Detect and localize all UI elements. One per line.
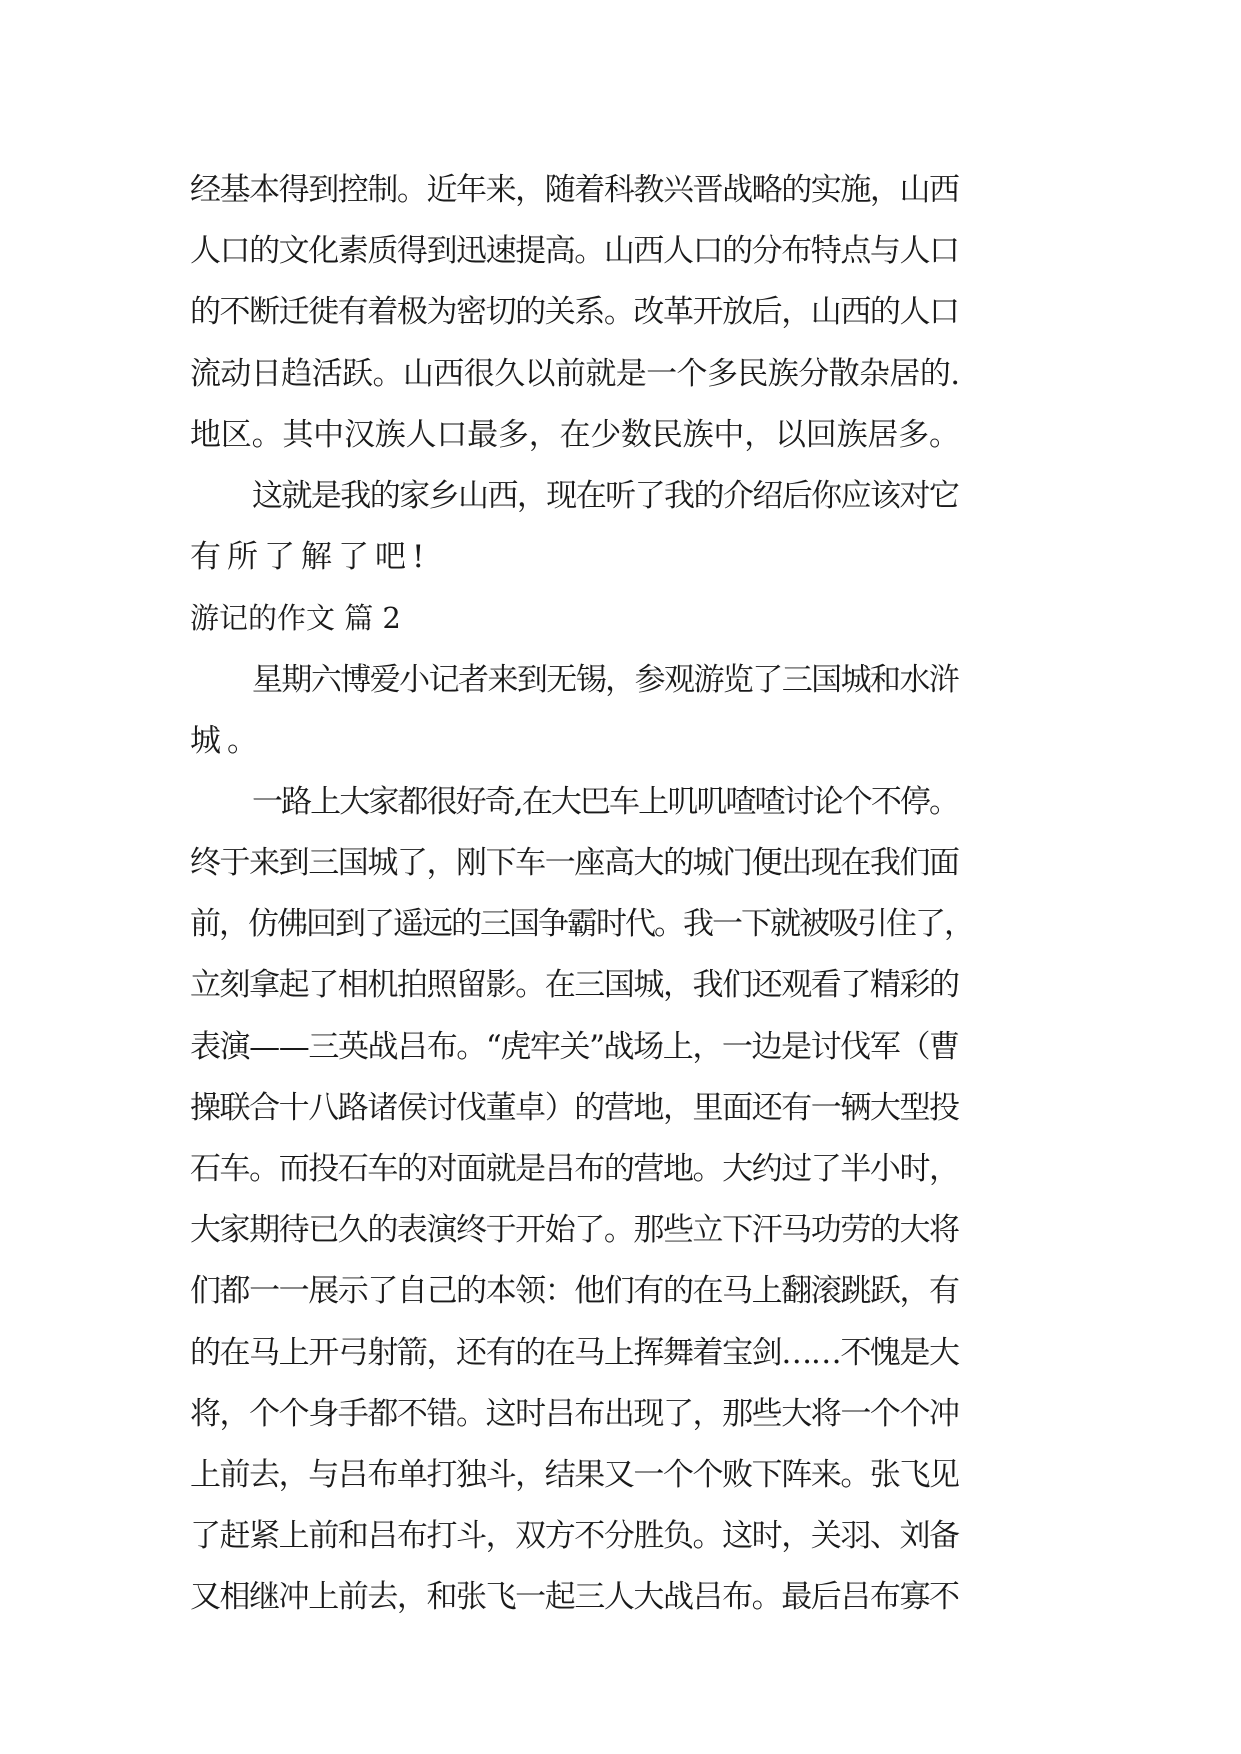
text-line (190, 955, 1070, 1016)
text-line-content: 的在马上开弓射箭，还有的在马上挥舞着宝剑……不愧是大 (190, 1334, 959, 1371)
text-line (190, 221, 1070, 282)
text-line-content: 有所了解了吧! (190, 539, 431, 576)
text-line-content: 们都一一展示了自己的本领：他们有的在马上翻滚跳跃，有 (190, 1273, 959, 1310)
text-line (190, 527, 1070, 588)
text-line (190, 894, 1070, 955)
text-line (190, 1200, 1070, 1261)
section-heading (190, 588, 1070, 649)
document-body (190, 160, 1070, 1629)
text-line-content: 地区。其中汉族人口最多，在少数民族中，以回族居多。 (190, 416, 960, 453)
text-line (190, 772, 1070, 833)
text-line-content: 操联合十八路诸侯讨伐董卓）的营地，里面还有一辆大型投 (190, 1089, 959, 1126)
text-line-content: 石车。而投石车的对面就是吕布的营地。大约过了半小时， (190, 1151, 959, 1187)
text-line (190, 1078, 1070, 1139)
text-line-content: 了赶紧上前和吕布打斗，双方不分胜负。这时，关羽、刘备 (190, 1518, 959, 1555)
text-line (190, 1261, 1070, 1322)
text-line-content: 又相继冲上前去，和张飞一起三人大战吕布。最后吕布寡不 (190, 1579, 959, 1616)
text-line (190, 160, 1070, 221)
text-line (190, 650, 1070, 711)
text-line-content: 终于来到三国城了，刚下车一座高大的城门便出现在我们面 (190, 845, 959, 882)
text-line-content: 一路上大家都很好奇,在大巴车上叽叽喳喳讨论个不停。 (252, 783, 959, 820)
text-line-content: 流动日趋活跃。山西很久以前就是一个多民族分散杂居的. (190, 355, 960, 392)
text-line (190, 405, 1070, 466)
text-line (190, 1384, 1070, 1445)
text-line (190, 711, 1070, 772)
text-line-content: 将，个个身手都不错。这时吕布出现了，那些大将一个个冲 (190, 1395, 959, 1432)
text-line-content: 星期六博爱小记者来到无锡，参观游览了三国城和水浒 (252, 661, 959, 698)
text-line (190, 282, 1070, 343)
text-line (190, 1017, 1070, 1078)
text-line (190, 1445, 1070, 1506)
text-line-content: 的不断迁徙有着极为密切的关系。改革开放后，山西的人口 (190, 294, 959, 331)
text-line-content: 大家期待已久的表演终于开始了。那些立下汗马功劳的大将 (190, 1212, 959, 1249)
text-line-content: 经基本得到控制。近年来，随着科教兴晋战略的实施，山西 (190, 172, 959, 208)
text-line (190, 833, 1070, 894)
text-line (190, 466, 1070, 527)
text-line-content: 人口的文化素质得到迅速提高。山西人口的分布特点与人口 (190, 233, 959, 270)
text-line (190, 344, 1070, 405)
text-line-content: 表演——三英战吕布。“虎牢关”战场上，一边是讨伐军（曹 (190, 1028, 959, 1065)
text-line-content: 立刻拿起了相机拍照留影。在三国城，我们还观看了精彩的 (190, 967, 959, 1004)
text-line (190, 1139, 1070, 1200)
text-line-content: 上前去，与吕布单打独斗，结果又一个个败下阵来。张飞见 (190, 1456, 959, 1493)
text-line-content: 前，仿佛回到了遥远的三国争霸时代。我一下就被吸引住了， (190, 906, 973, 943)
text-line (190, 1506, 1070, 1567)
section-heading-text: 游记的作文 篇 2 (190, 601, 401, 636)
text-line (190, 1567, 1070, 1628)
text-line (190, 1323, 1070, 1384)
text-line-content: 城。 (190, 722, 264, 759)
text-line-content: 这就是我的家乡山西，现在听了我的介绍后你应该对它 (252, 477, 959, 514)
